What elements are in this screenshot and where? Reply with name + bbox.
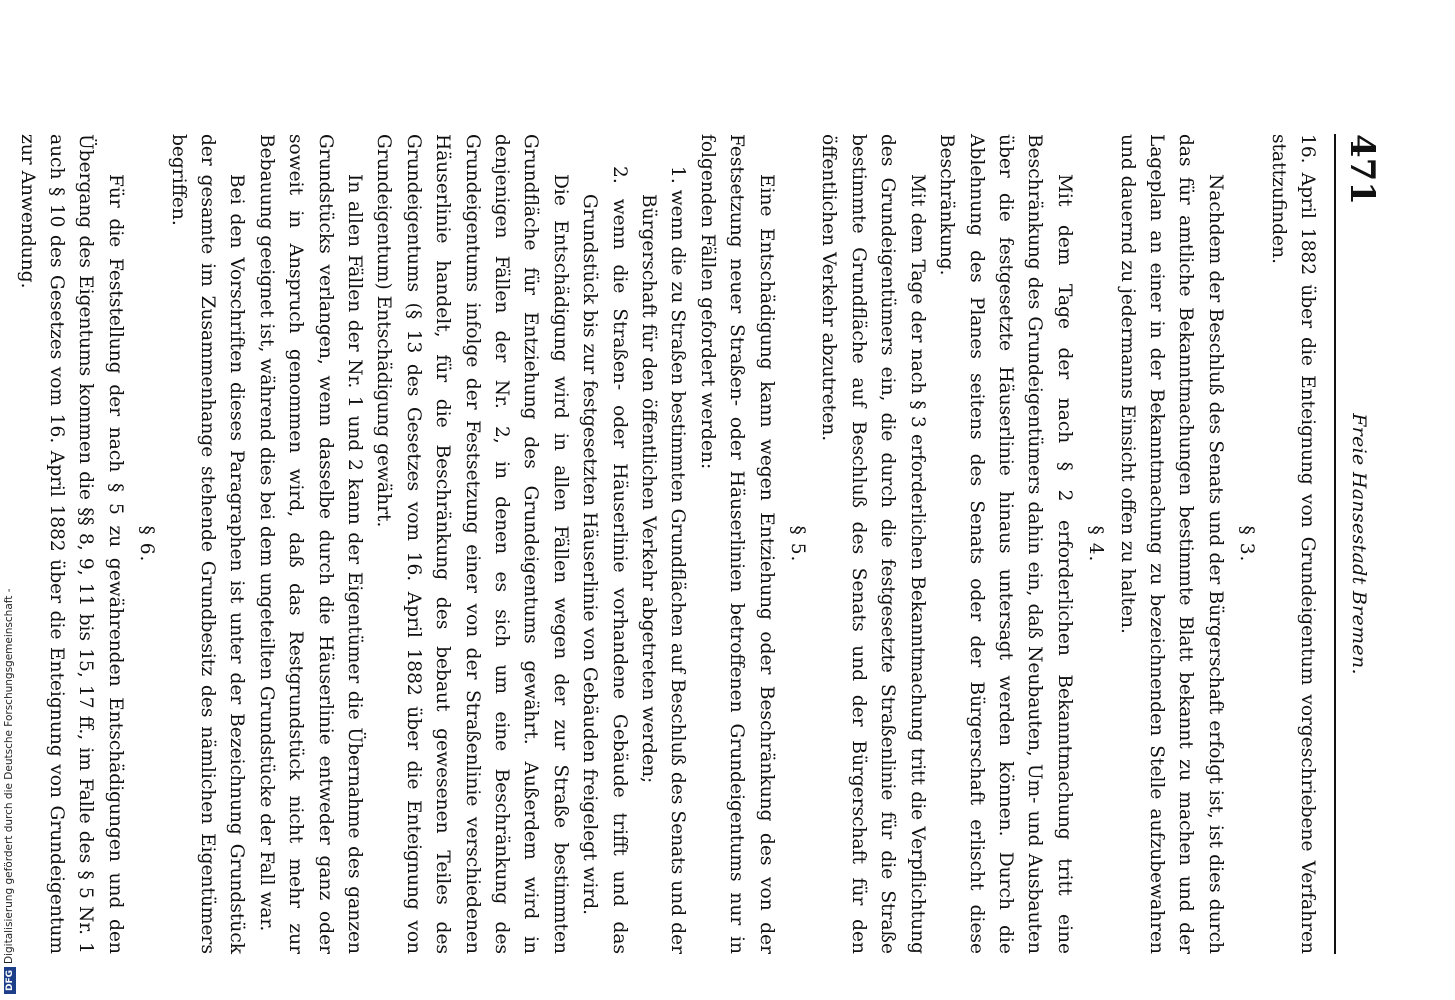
section-3-text: Nachdem der Beschluß des Senats und der Bürgerschaft erfolgt ist, ist dies durch das für amtliche Bekanntmachungen bestimmte Blatt bekannt zu machen und der Lageplan an einer in der Bekanntmachung zu bezeichnenden Stelle aufzubewahren und dauernd zu jedermanns Einsicht offen zu halten. bbox=[1116, 134, 1226, 954]
dfg-credit bbox=[3, 588, 16, 994]
section-5-paragraph-2: Die Entschädigung wird in allen Fällen wegen der zur Straße bestimmten Grundfläche für Entziehung des Grundeigentums gewährt. Außerdem wird in denjenigen Fällen der Nr. 2, in denen es sich um eine Beschränkung des Grundeigentums infolge der Festsetzung einer von der Straßenlinie verschiedenen Häuserlinie handelt, für die Beschränkung des bebaut gewesenen Teiles des Grundeigentums (§ 13 des Gesetzes vom 16. April 1882 über die Enteignung von Grundeigentum) Entschädigung gewährt. bbox=[373, 134, 571, 954]
section-5-paragraph-3: In allen Fällen der Nr. 1 und 2 kann der Eigentümer die Übernahme des ganzen Grundstücks verlangen, wenn dasselbe durch die Häuserlinie entweder ganz oder soweit in Anspruch genommen wird, daß das Restgrundstück nicht mehr zur Bebauung geeignet ist, während dies bei dem ungeteilten Grundstücke der Fall war. bbox=[255, 134, 365, 954]
page-header bbox=[1334, 134, 1382, 954]
rotated-document-page bbox=[16, 134, 1382, 954]
section-5-list-item-2: 2. wenn die Straßen- oder Häuserlinie vorhandene Gebäude trifft und das Grundstück bis zur festgesetzten Häuserlinie von Gebäuden freigelegt wird. bbox=[579, 166, 630, 954]
section-4-heading: § 4. bbox=[1085, 525, 1107, 563]
dfg-credit-text: Digitalisierung gefördert durch die Deutsche Forschungsgemeinschaft - bbox=[3, 588, 15, 964]
section-5-heading: § 5. bbox=[787, 525, 809, 563]
section-3-heading: § 3. bbox=[1236, 525, 1258, 563]
running-title: Freie Hansestadt Bremen. bbox=[1348, 413, 1370, 675]
page-body bbox=[12, 134, 1322, 954]
page-number: 471 bbox=[1342, 134, 1382, 205]
section-4-paragraph-2: Mit dem Tage der nach § 3 erforderlichen Bekanntmachung tritt die Verpflichtung des Grundeigentümers ein, die durch die festgesetzte Straßenlinie für die Straße bestimmte Grundfläche auf Beschluß des Senats und der Bürgerschaft für den öffentlichen Verkehr abzutreten. bbox=[818, 134, 928, 954]
section-4-paragraph-1: Mit dem Tage der nach § 2 erforderlichen Bekanntmachung tritt eine Beschränkung des Grundeigentümers dahin ein, daß Neubauten, Um- und Ausbauten über die festgesetzte Häuserlinie hinaus untersagt werden können. Durch die Ablehnung des Planes seitens des Senats oder der Bürgerschaft erlischt diese Beschränkung. bbox=[936, 134, 1075, 954]
continuation-paragraph: 16. April 1882 über die Enteignung von Grundeigentum vorgeschriebene Verfahren stattzufinden. bbox=[1267, 134, 1318, 954]
section-5-paragraph-1: Eine Entschädigung kann wegen Entziehung oder Beschränkung des von der Festsetzung neuer Straßen- oder Häuserlinien betroffenen Grundeigentums nur in folgenden Fällen gefordert werden: bbox=[696, 134, 777, 954]
section-6-text: Für die Feststellung der nach § 5 zu gewährenden Entschädigungen und den Übergang des Eigentums kommen die §§ 8, 9, 11 bis 15, 17 ff., im Falle des § 5 Nr. 1 auch § 10 des Gesetzes vom 16. April 1882 über die Enteignung von Grundeigentum zur Anwendung. bbox=[16, 134, 126, 954]
dfg-logo: DFG bbox=[4, 967, 16, 994]
section-6-heading: § 6. bbox=[136, 525, 158, 563]
section-5-paragraph-4: Bei den Vorschriften dieses Paragraphen ist unter der Bezeichnung Grundstück der gesamte im Zusammenhange stehende Grundbesitz des nämlichen Eigentümers begriffen. bbox=[167, 134, 248, 954]
section-5-list-item-1: 1. wenn die zu Straßen bestimmten Grundflächen auf Beschluß des Senats und der Bürgerschaft für den öffentlichen Verkehr abgetreten werden; bbox=[638, 166, 689, 954]
